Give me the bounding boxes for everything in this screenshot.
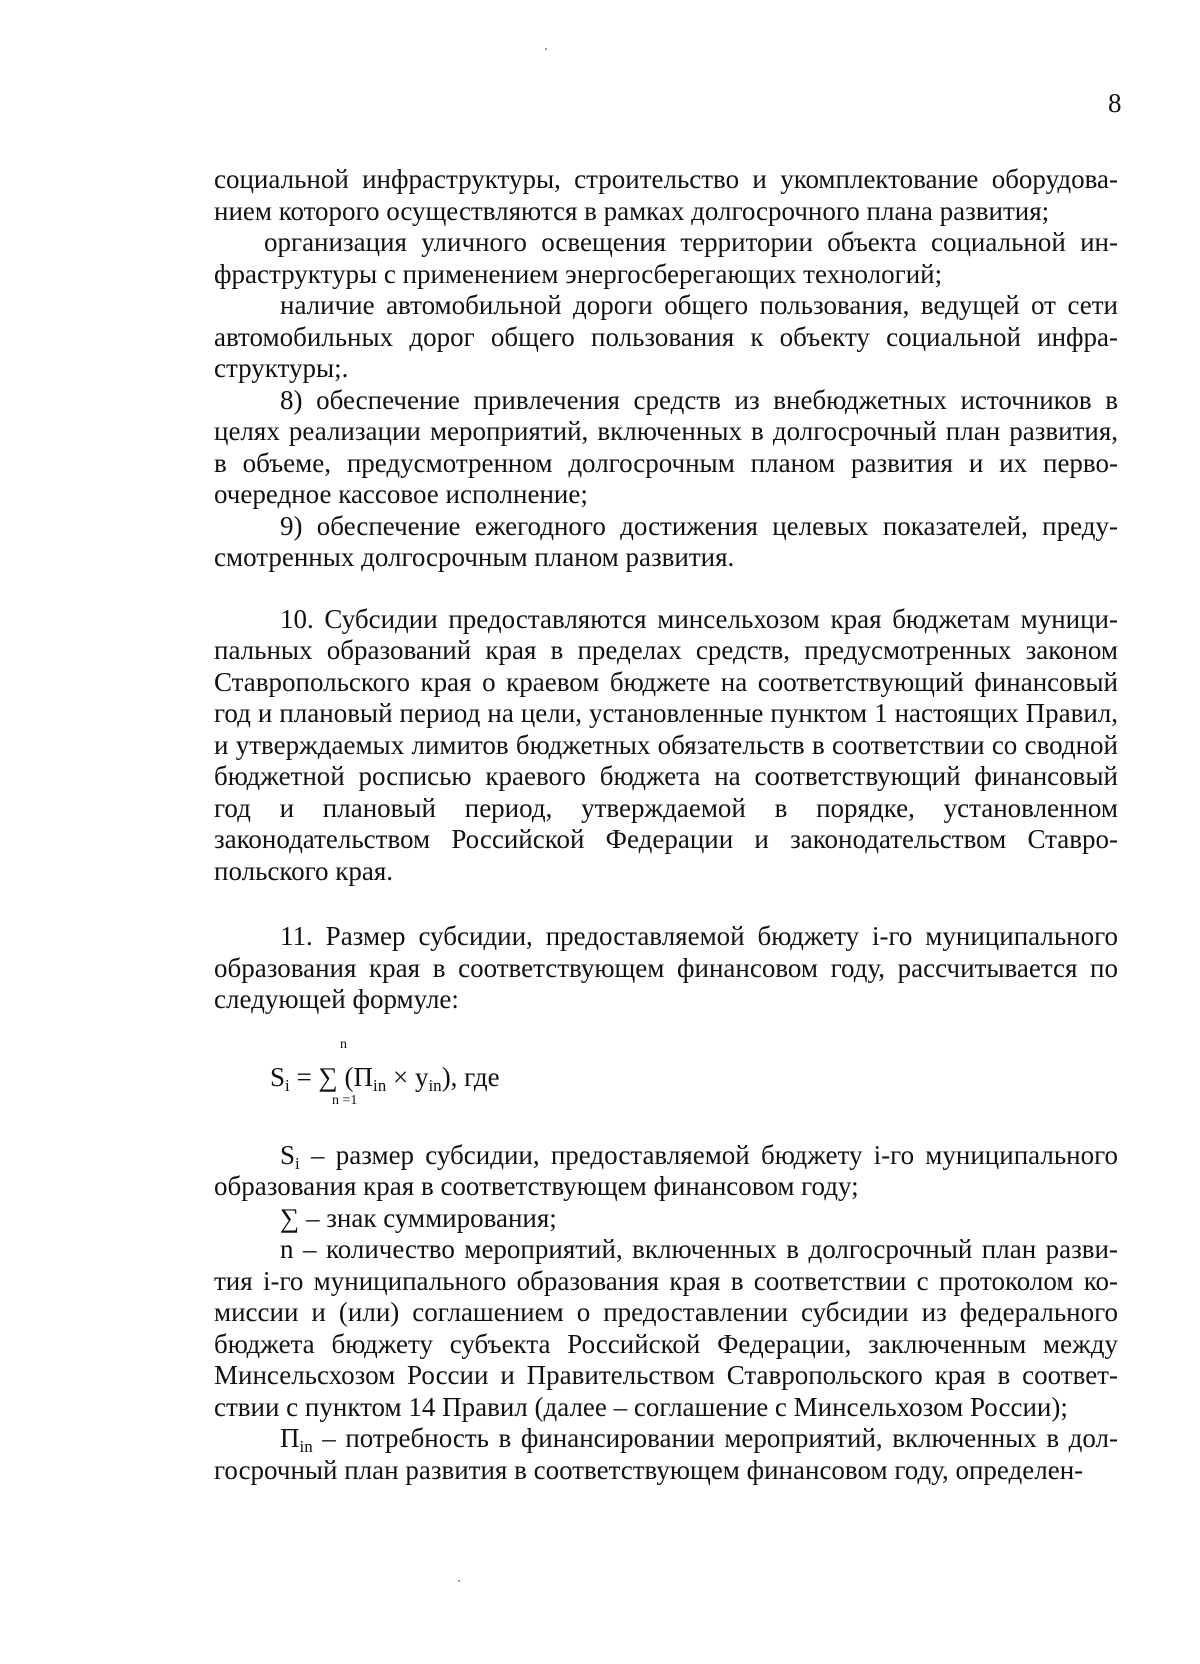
definition-n: n – количество мероприятий, включенных в долгосрочный план развития i-го муниципального образования края в соответствии с протоколом комиссии и (или) соглашением о предоставлении субсидии из федерального бюджета бюджету субъекта Российской Федерации, заключенным между Минсельсхозом России и Правительством Ставропольского края в соответствии с пунктом 14 Правил (далее – соглашение с Минсельхозом России);: [214, 1234, 1118, 1422]
formula-expression: [270, 1061, 500, 1095]
scan-speck: [458, 1580, 460, 1582]
paragraph-item-8: 8) обеспечение привлечения средств из внебюджетных источников в целях реализации мероприятий, включенных в долгосрочный план развития, в объеме, предусмотренном долгосрочным планом развития и их первоочередное кассовое исполнение;: [214, 384, 1118, 509]
definition-p-text: – потребность в финансировании мероприятий, включенных в долгосрочный план развития в соответствующем финансовом году, определен-: [214, 1423, 1118, 1485]
definition-s: [214, 1140, 1118, 1203]
subsidy-formula: [214, 1038, 1118, 1120]
definition-s-text: – размер субсидии, предоставляемой бюджету i-го муниципального образования края в соответствующем финансовом году;: [214, 1139, 1118, 1201]
body-text: [214, 164, 1118, 1486]
definition-sum-sign: ∑ – знак суммирования;: [280, 1202, 557, 1233]
paragraph-road-access: наличие автомобильной дороги общего пользования, ведущей от сети автомобильных дорог общего пользования к объекту социальной инфраструктуры;.: [214, 290, 1118, 383]
sum-lower-limit: n =1: [332, 1092, 358, 1108]
formula-p-subscript: in: [372, 1075, 387, 1095]
paragraph-section-10: 10. Субсидии предоставляются минсельхозом края бюджетам муниципальных образований края в пределах средств, предусмотренных законом Ставропольского края о краевом бюджете на соответствующий финансовый год и плановый период на цели, установленные пунктом 1 настоящих Правил, и утверждаемых лимитов бюджетных обязательств в соответствии со сводной бюджетной росписью краевого бюджета на соответствующий финансовый год и плановый период, утверждаемой в порядке, установленном законодательством Российской Федерации и законодательством Ставропольского края.: [214, 603, 1118, 886]
formula-lhs-subscript: i: [285, 1075, 290, 1095]
paragraph-infrastructure: социальной инфраструктуры, строительство и укомплектование оборудованием которого осуществляются в рамках долгосрочного плана развития;: [214, 164, 1118, 226]
sum-upper-limit: n: [340, 1036, 347, 1052]
symbol-p-subscript: in: [299, 1437, 313, 1456]
page-number: 8: [1108, 88, 1122, 118]
formula-lhs: S: [270, 1061, 286, 1092]
formula-times-y: × y: [386, 1061, 429, 1092]
symbol-s: S: [280, 1139, 296, 1170]
paragraph-item-9: 9) обеспечение ежегодного достижения целевых показателей, предусмотренных долгосрочным планом развития.: [214, 510, 1118, 572]
symbol-s-subscript: i: [295, 1153, 300, 1173]
paragraph-section-11: 11. Размер субсидии, предоставляемой бюджету i-го муниципального образования края в соответствующем финансовом году, рассчитывается по следующей формуле:: [214, 921, 1118, 1014]
paragraph-street-lighting: организация уличного освещения территории объекта социальной инфраструктуры с применением энергосберегающих технологий;: [214, 227, 1118, 289]
symbol-p: П: [280, 1423, 300, 1453]
formula-tail: ), где: [441, 1061, 500, 1092]
scan-speck: [545, 48, 547, 50]
formula-y-subscript: in: [428, 1075, 442, 1095]
definition-p: [214, 1423, 1118, 1486]
formula-sum: = ∑ (П: [289, 1061, 373, 1092]
